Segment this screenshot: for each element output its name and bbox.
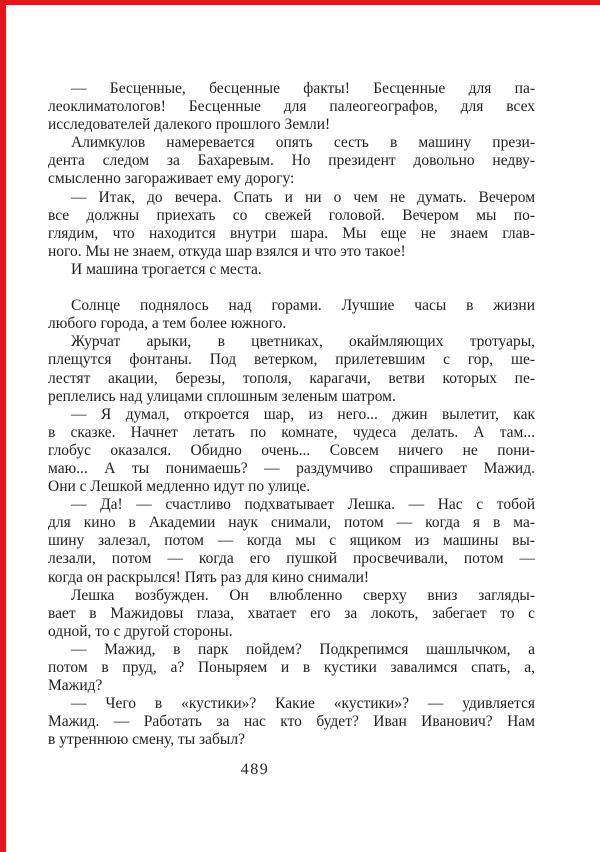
scan-edge-left xyxy=(0,0,6,852)
page-number: 489 xyxy=(240,761,270,778)
text-line: — Я думал, откроется шар, из него... джин вылетит, как xyxy=(71,405,535,423)
paragraph xyxy=(48,695,535,749)
text-line: любого города, а тем более южного. xyxy=(48,315,287,333)
text-line: глобус оказался. Обидно очень... Совсем ничего не пони- xyxy=(48,441,535,459)
text-line: маю... А ты понимаешь? — раздумчиво спрашивает Мажид. xyxy=(48,459,535,477)
paragraph xyxy=(48,641,535,695)
text-line: исследователей далекого прошлого Земли! xyxy=(48,116,331,134)
text-line: — Итак, до вечера. Спать и ни о чем не думать. Вечером xyxy=(71,188,535,206)
text-line: глядим, что находится внутри шара. Мы еще не знаем глав- xyxy=(48,224,535,242)
text-line: Солнце поднялось над горами. Лучшие часы в жизни xyxy=(71,297,535,315)
paragraph xyxy=(48,406,535,496)
paragraph xyxy=(48,134,535,188)
text-line: все должны приехать со свежей головой. Вечером мы по- xyxy=(48,206,535,224)
text-line: леоклиматологов! Бесценные для палеогеографов, для всех xyxy=(48,98,535,116)
paragraph xyxy=(48,297,535,333)
text-line: вает в Мажидовы глаза, хватает его за локоть, забегает то с xyxy=(48,604,535,622)
paragraph xyxy=(48,261,535,279)
text-line: реплелись над улицами сплошным зеленым шатром. xyxy=(48,387,396,405)
text-line: одной, то с другой стороны. xyxy=(48,622,233,640)
text-line: Мажид? xyxy=(48,677,103,695)
text-line: шину залезал, потом — когда мы с ящиком из машины вы- xyxy=(48,532,535,550)
text-line: для кино в Академии наук снимали, потом — когда я в ма- xyxy=(48,514,535,532)
text-line: Лешка возбужден. Он влюбленно сверху вниз загляды- xyxy=(71,586,535,604)
text-line: — Бесценные, бесценные факты! Бесценные для па- xyxy=(71,80,535,97)
text-line: дента следом за Бахаревым. Но президент довольно недву- xyxy=(48,152,535,170)
text-line: — Да! — счастливо подхватывает Лешка. — Нас с тобой xyxy=(71,496,535,514)
text-line: потом в пруд, а? Поныряем и в кустики завалимся спать, а, xyxy=(48,659,535,676)
paragraph xyxy=(48,587,535,641)
text-line: в утреннюю смену, ты забыл? xyxy=(48,731,245,749)
text-line: — Мажид, в парк пойдем? Подкрепимся шашлычком, а xyxy=(71,640,535,658)
text-line: ного. Мы не знаем, откуда шар взялся и что это такое! xyxy=(48,242,406,260)
paragraph xyxy=(48,80,535,134)
paragraph xyxy=(48,333,535,405)
text-line: Мажид. — Работать за нас кто будет? Иван Иванович? Нам xyxy=(48,713,535,731)
text-line: когда он раскрылся! Пять раз для кино снимали! xyxy=(48,568,370,586)
text-line: Они с Лешкой медленно идут по улице. xyxy=(48,478,311,496)
text-line: Журчат арыки, в цветниках, окаймляющих тротуары, xyxy=(71,333,535,351)
scan-edge-top xyxy=(0,0,600,5)
text-line: — Чего в «кустики»? Какие «кустики»? — удивляется xyxy=(71,695,535,713)
paragraph xyxy=(48,496,535,586)
text-line: лестят акации, березы, тополя, карагачи, ветви которых пе- xyxy=(48,369,535,387)
paragraph xyxy=(48,189,535,261)
text-block xyxy=(48,80,535,749)
text-line: И машина трогается с места. xyxy=(71,260,262,278)
text-line: плещутся фонтаны. Под ветерком, прилетевшим с гор, ше- xyxy=(48,351,535,369)
text-line: смысленно загораживает ему дорогу: xyxy=(48,170,295,188)
text-line: Алимкулов намеревается опять сесть в машину прези- xyxy=(71,134,535,152)
text-line: в сказке. Начнет летать по комнате, чудеса делать. А там... xyxy=(48,423,535,441)
text-line: лезали, потом — когда его пушкой просвечивали, потом — xyxy=(48,550,535,568)
